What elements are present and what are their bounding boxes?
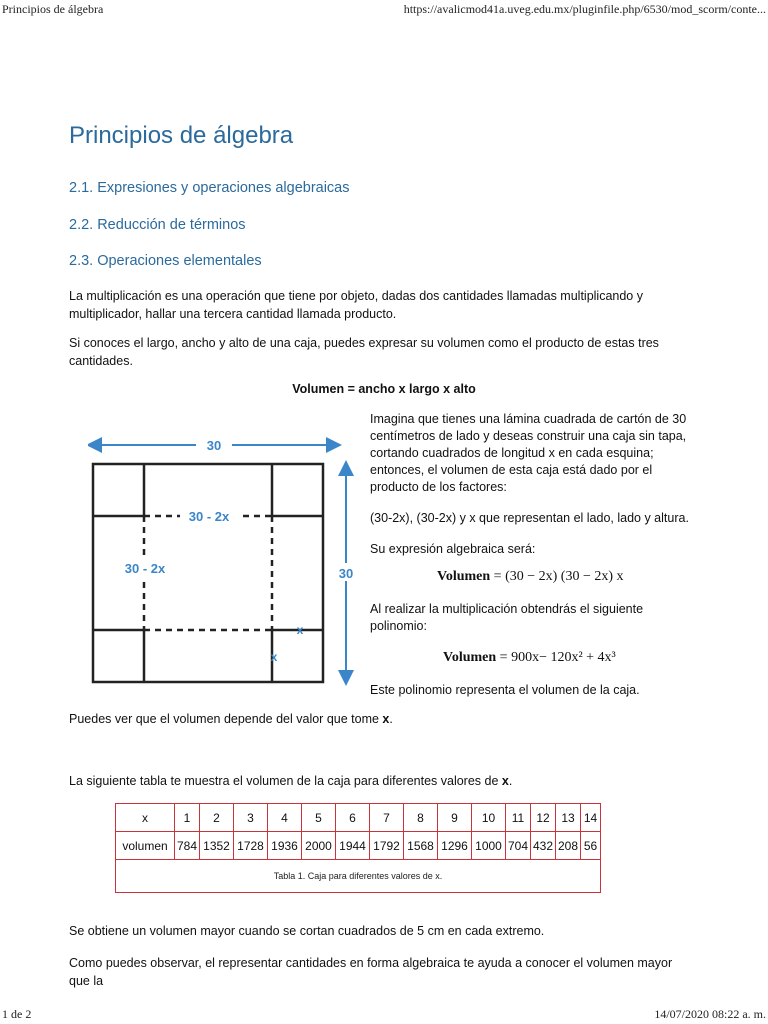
- section-heading-2-3[interactable]: 2.3. Operaciones elementales: [69, 253, 262, 269]
- table-cell: 784: [175, 832, 200, 860]
- table-cell: 1936: [268, 832, 302, 860]
- volume-polynomial-body: = 900x− 120x² + 4x³: [499, 650, 616, 665]
- volume-formula: Volumen = ancho x largo x alto: [292, 382, 476, 396]
- x-bottom-label: x: [270, 650, 278, 664]
- variable-x: x: [501, 774, 509, 788]
- volume-expression-label: Volumen: [437, 569, 491, 584]
- table-cell: 2: [200, 804, 234, 832]
- table-cell: 1568: [404, 832, 438, 860]
- volume-polynomial: [443, 650, 616, 666]
- table-cell: 13: [556, 804, 581, 832]
- print-header: [0, 2, 768, 18]
- x-right-label: x: [296, 623, 304, 637]
- table-cell: 1792: [370, 832, 404, 860]
- table-cell: 10: [472, 804, 506, 832]
- table-cell: 1: [175, 804, 200, 832]
- table-cell: 14: [581, 804, 601, 832]
- table-cell: 8: [404, 804, 438, 832]
- table-header-volumen: volumen: [116, 832, 175, 860]
- side-text-factors: (30-2x), (30-2x) y x que representan el lado, lado y altura.: [370, 511, 689, 525]
- paragraph-max-volume: Se obtiene un volumen mayor cuando se cortan cuadrados de 5 cm en cada extremo.: [69, 924, 545, 938]
- paragraph-volume-depends: [69, 710, 689, 728]
- print-header-title: Principios de álgebra: [2, 2, 104, 16]
- right-dimension-label: 30: [338, 566, 354, 581]
- volume-expression-body: = (30 − 2x) (30 − 2x) x: [493, 569, 624, 584]
- period: .: [508, 774, 513, 788]
- table-cell: 208: [556, 832, 581, 860]
- print-footer-datetime: 14/07/2020 08:22 a. m.: [654, 1007, 766, 1021]
- print-header-url: https://avalicmod41a.uveg.edu.mx/pluginfile.php/6530/mod_scorm/conte...: [403, 2, 766, 16]
- table-cell: 3: [234, 804, 268, 832]
- box-diagram: [88, 430, 358, 690]
- section-heading-2-1[interactable]: 2.1. Expresiones y operaciones algebraicas: [69, 180, 350, 196]
- inner-top-label: 30 - 2x: [188, 509, 230, 524]
- volume-table: [115, 803, 601, 893]
- side-text-expression: Su expresión algebraica será:: [370, 542, 536, 556]
- page-title: Principios de álgebra: [69, 122, 294, 149]
- table-row-caption: [116, 860, 601, 893]
- table-row-volume: [116, 832, 601, 860]
- table-cell: 4: [268, 804, 302, 832]
- paragraph-box-volume: Si conoces el largo, ancho y alto de una caja, puedes expresar su volumen como el producto de estas tres cantidades.: [69, 336, 659, 368]
- top-dimension-label: 30: [206, 438, 222, 453]
- volume-expression: [437, 569, 624, 585]
- table-cell: 9: [438, 804, 472, 832]
- table-cell: 1944: [336, 832, 370, 860]
- table-cell: 1296: [438, 832, 472, 860]
- table-header-x: x: [116, 804, 175, 832]
- inner-left-label: 30 - 2x: [124, 561, 166, 576]
- paragraph-table-intro-text: La siguiente tabla te muestra el volumen de la caja para diferentes valores de: [69, 774, 502, 788]
- print-footer-page: 1 de 2: [2, 1007, 32, 1021]
- paragraph-volume-depends-text: Puedes ver que el volumen depende del valor que tome: [69, 712, 383, 726]
- table-cell: 6: [336, 804, 370, 832]
- side-text-multiplication: Al realizar la multiplicación obtendrás el siguiente polinomio:: [370, 602, 644, 633]
- table-cell: 2000: [302, 832, 336, 860]
- print-footer: [0, 1007, 768, 1023]
- table-cell: 56: [581, 832, 601, 860]
- side-text-intro: Imagina que tienes una lámina cuadrada de cartón de 30 centímetros de lado y deseas construir una caja sin tapa, cortando cuadrados de longitud x en cada esquina; entonces, el volumen de esta caja está dado por el producto de los factores:: [370, 412, 687, 494]
- table-cell: 432: [531, 832, 556, 860]
- table-cell: 11: [506, 804, 531, 832]
- table-cell: 1728: [234, 832, 268, 860]
- paragraph-table-intro: [69, 772, 689, 790]
- table-cell: 704: [506, 832, 531, 860]
- period: .: [389, 712, 393, 726]
- section-heading-2-2[interactable]: 2.2. Reducción de términos: [69, 217, 246, 233]
- table-cell: 1352: [200, 832, 234, 860]
- table-cell: 5: [302, 804, 336, 832]
- table-caption: Tabla 1. Caja para diferentes valores de x.: [116, 860, 601, 893]
- side-text-polynomial-meaning: Este polinomio representa el volumen de la caja.: [370, 683, 640, 697]
- volume-polynomial-label: Volumen: [443, 650, 497, 665]
- table-cell: 7: [370, 804, 404, 832]
- table-cell: 1000: [472, 832, 506, 860]
- paragraph-multiplication: La multiplicación es una operación que tiene por objeto, dadas dos cantidades llamadas multiplicando y multiplicador, hallar una tercera cantidad llamada producto.: [69, 289, 643, 321]
- paragraph-algebraic-usefulness: Como puedes observar, el representar cantidades en forma algebraica te ayuda a conocer el volumen mayor que la: [69, 956, 673, 988]
- table-cell: 12: [531, 804, 556, 832]
- variable-x: x: [382, 712, 390, 726]
- table-row-x: [116, 804, 601, 832]
